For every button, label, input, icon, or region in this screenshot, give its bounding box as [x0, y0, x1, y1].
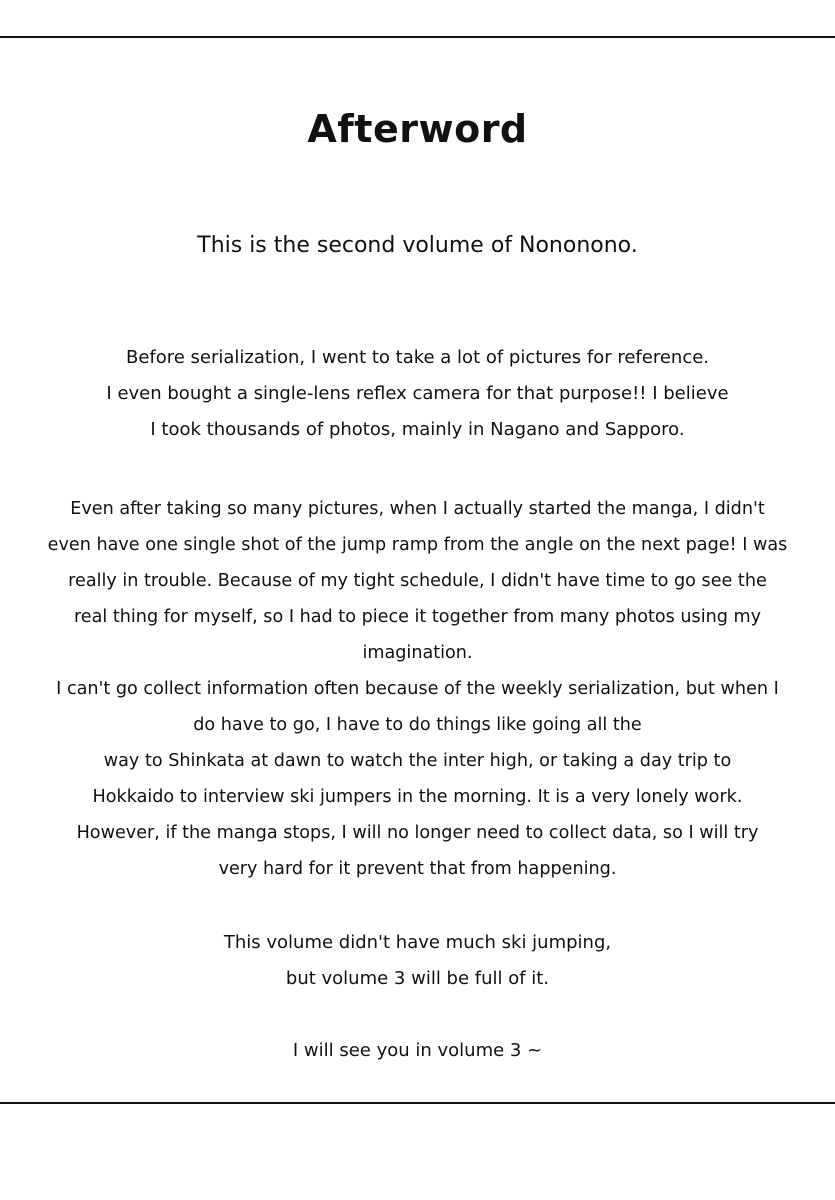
paragraph-closing: [18, 1033, 817, 1069]
text-line: real thing for myself, so I had to piece it together from many photos using my: [73, 607, 762, 627]
text-line: really in trouble. Because of my tight schedule, I didn't have time to go see the: [68, 571, 767, 591]
text-line: very hard for it prevent that from happening.: [218, 859, 617, 879]
text-line: I will see you in volume 3 ~: [292, 1040, 543, 1061]
text-line: way to Shinkata at dawn to watch the inter high, or taking a day trip to: [103, 751, 732, 771]
text-line: imagination.: [362, 643, 473, 663]
paragraph-data-collection: [18, 491, 817, 887]
top-divider: [0, 36, 835, 38]
paragraph-reference-photos: [18, 340, 817, 448]
text-line: I can't go collect information often because of the weekly serialization, but when I: [56, 679, 779, 699]
text-line: Even after taking so many pictures, when I actually started the manga, I didn't: [70, 499, 765, 519]
text-line: However, if the manga stops, I will no longer need to collect data, so I will try: [76, 823, 759, 843]
paragraph-volume-note: [18, 925, 817, 997]
text-line: even have one single shot of the jump ramp from the angle on the next page! I was: [47, 535, 788, 555]
bottom-divider: [0, 1102, 835, 1104]
intro-line: This is the second volume of Nononono.: [197, 233, 638, 258]
text-line: I took thousands of photos, mainly in Nagano and Sapporo.: [150, 419, 685, 440]
text-line: do have to go, I have to do things like going all the: [193, 715, 642, 735]
text-line: Hokkaido to interview ski jumpers in the morning. It is a very lonely work.: [92, 787, 743, 807]
page-title: Afterword: [307, 107, 528, 151]
text-line: Before serialization, I went to take a lot of pictures for reference.: [125, 347, 710, 368]
text-line: This volume didn't have much ski jumping,: [223, 932, 612, 953]
text-line: I even bought a single-lens reflex camera for that purpose!! I believe: [106, 383, 729, 404]
text-line: but volume 3 will be full of it.: [285, 968, 550, 989]
